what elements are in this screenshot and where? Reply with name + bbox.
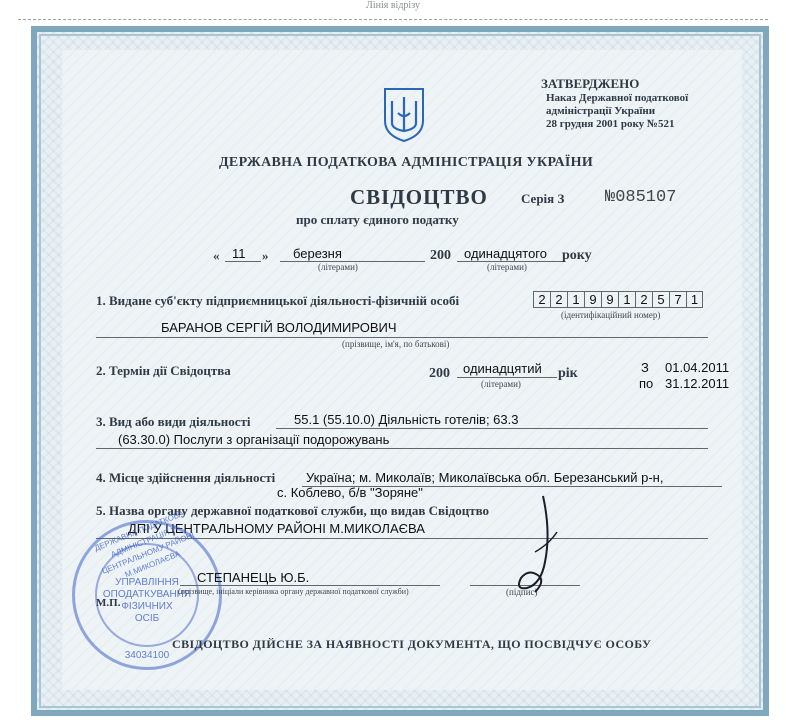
signatory-name-caption: (прізвище, ініціали керівника органу державної податкової служби) [178,587,409,596]
term-year-words: одинадцятий [463,361,542,376]
tax-id-digit: 5 [652,291,669,308]
date-month: березня [293,246,342,261]
approved-line-3: 28 грудня 2001 року №521 [546,118,675,130]
item-5-label: 5. Назва органу державної податкової служби, що видав Свідоцтво [96,503,490,518]
activity-line-2: (63.30.0) Послуги з організації подорожувань [118,432,390,447]
date-open-quote: « [213,248,220,263]
series-label: Серія З [521,191,565,206]
item-2-label: 2. Термін дії Свідоцтва [96,363,231,378]
document-title: СВІДОЦТВО [350,185,488,209]
term-year-line [457,377,557,378]
date-year-caption: (літерами) [487,262,527,272]
seal-line-1: УПРАВЛІННЯ [115,577,179,588]
tax-id-digit: 9 [601,291,618,308]
term-from-label: З [641,360,649,375]
tax-id-digit: 1 [686,291,703,308]
issuing-office: ДПІ У ЦЕНТРАЛЬНОМУ РАЙОНІ М.МИКОЛАЄВА [128,521,425,536]
taxpayer-name-line [96,337,708,338]
seal-line-3: ФІЗИЧНИХ [121,601,173,612]
term-to-date: 31.12.2011 [665,376,730,391]
date-month-caption: (літерами) [318,262,358,272]
item-4-label: 4. Місце здійснення діяльності [96,470,276,485]
term-from-date: 01.04.2011 [665,360,730,375]
handwritten-signature [505,492,575,602]
signature-caption: (підпис) [506,587,538,597]
term-year-suffix: рік [558,366,578,381]
approved-line-1: Наказ Державної податкової [546,92,689,104]
trident-emblem-icon [383,87,425,143]
tax-id-digit: 7 [669,291,686,308]
tax-id-caption: (ідентифікаційний номер) [561,310,661,320]
tax-id-digit: 1 [567,291,584,308]
seal-ring-text: ДЕРЖАВНА ПОДАТКОВА АДМІНІСТРАЦІЯ У ЦЕНТРАЛЬНОМУ РАЙОНІ М.МИКОЛАЄВА [93,508,196,580]
activity-line-1-rule [276,428,708,429]
location-line-1: Україна; м. Миколаїв; Миколаївська обл. Березанський р-н, [306,470,664,485]
tax-id-boxes [533,291,703,308]
seal-code: 34034100 [124,650,170,661]
tax-id-digit: 9 [584,291,601,308]
date-year-words: одинадцятого [464,246,547,261]
tax-id-digit: 2 [533,291,550,308]
document-subtitle: про сплату єдиного податку [296,212,459,227]
signatory-name: СТЕПАНЕЦЬ Ю.Б. [197,570,310,585]
term-to-label: по [639,376,654,391]
date-day: 11 [232,246,246,261]
taxpayer-name-caption: (прізвище, ім'я, по батькові) [342,339,450,349]
item-3-label: 3. Вид або види діяльності [96,414,251,429]
term-year-prefix: 200 [429,366,450,381]
stamp-place-label: М.П. [96,597,121,609]
seal-line-4: ОСІБ [134,613,160,624]
term-year-caption: (літерами) [481,379,521,389]
activity-line-2-rule [96,448,708,449]
taxpayer-name: БАРАНОВ СЕРГІЙ ВОЛОДИМИРОВИЧ [161,320,397,335]
date-day-line [225,261,261,262]
date-year-prefix: 200 [430,248,451,263]
activity-line-1: 55.1 (55.10.0) Діяльність готелів; 63.3 [294,412,519,427]
certificate-number: №085107 [605,188,677,207]
cut-line-label: Лінія відрізу [366,0,420,11]
seal-line-2: ОПОДАТКУВАННЯ [102,589,192,600]
cut-line [18,19,768,20]
tax-id-digit: 2 [550,291,567,308]
tax-id-digit: 2 [635,291,652,308]
date-year-suffix: року [562,248,592,263]
approved-line-2: адміністрації України [546,105,656,117]
agency-heading: ДЕРЖАВНА ПОДАТКОВА АДМІНІСТРАЦІЯ УКРАЇНИ [219,155,594,170]
validity-footer: СВІДОЦТВО ДІЙСНЕ ЗА НАЯВНОСТІ ДОКУМЕНТА, ЩО ПОСВІДЧУЄ ОСОБУ [172,637,652,651]
approved-title: ЗАТВЕРДЖЕНО [541,76,640,91]
tax-id-digit: 1 [618,291,635,308]
date-close-quote: » [262,248,269,263]
location-line-2: с. Коблево, б/в "Зоряне" [277,485,423,500]
item-1-label: 1. Видане суб'єкту підприємницької діяльності-фізичній особі [96,293,460,308]
signatory-name-line [180,585,440,586]
